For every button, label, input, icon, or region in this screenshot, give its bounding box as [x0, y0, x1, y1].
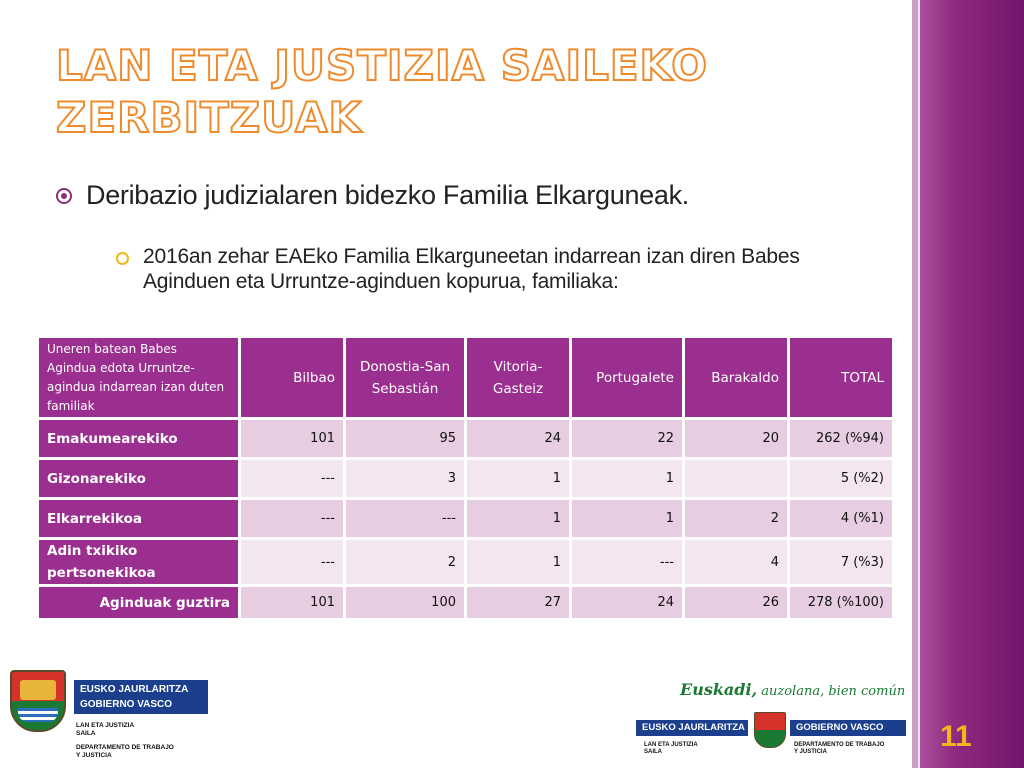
column-header-donostia: Donostia-San Sebastián — [345, 337, 466, 419]
slogan-main: Euskadi, — [680, 680, 758, 699]
column-header-barakaldo: Barakaldo — [684, 337, 789, 419]
department-es-line2: Y JUSTICIA — [76, 752, 112, 759]
department-es-line2: Y JUSTICIA — [794, 749, 827, 755]
column-header-total: TOTAL — [789, 337, 894, 419]
row-label: Aginduak guztira — [38, 586, 240, 620]
table-cell: 1 — [466, 459, 571, 499]
basque-government-logo-left — [10, 668, 210, 764]
column-header-vitoria: Vitoria-Gasteiz — [466, 337, 571, 419]
table-cell: 262 (%94) — [789, 419, 894, 459]
table-cell — [684, 459, 789, 499]
table-cell: 278 (%100) — [789, 586, 894, 620]
row-label: Adin txikiko pertsonekikoa — [38, 539, 240, 586]
table-cell: 27 — [466, 586, 571, 620]
main-bullet — [56, 180, 689, 211]
circle-bullet-icon — [56, 188, 72, 204]
side-decorative-band — [912, 0, 1024, 768]
orders-table — [36, 335, 895, 621]
table-cell: 4 (%1) — [789, 499, 894, 539]
sub-bullet-text: 2016an zehar EAEko Familia Elkarguneetan indarrean izan diren Babes Aginduen eta Urruntze-aginduen kopurua, familiaka: — [143, 245, 800, 293]
gov-name-eu: EUSKO JAURLARITZA — [80, 684, 189, 695]
gov-name-es: GOBIERNO VASCO — [80, 699, 173, 710]
gov-name-bar-es: GOBIERNO VASCO — [790, 720, 906, 736]
table-cell: 1 — [466, 499, 571, 539]
title-line-1: LAN ETA JUSTIZIA SAILEKO — [56, 41, 708, 90]
table-cell: --- — [240, 539, 345, 586]
slogan — [680, 680, 905, 699]
department-es-line1: DEPARTAMENTO DE TRABAJO — [794, 742, 885, 748]
column-header-portugalete: Portugalete — [571, 337, 684, 419]
department-name-es — [76, 744, 174, 760]
row-label: Emakumearekiko — [38, 419, 240, 459]
table-cell: 5 (%2) — [789, 459, 894, 499]
table-cell: 95 — [345, 419, 466, 459]
table-cell: --- — [240, 499, 345, 539]
table-total-row — [38, 586, 894, 620]
column-header-bilbao: Bilbao — [240, 337, 345, 419]
row-label: Elkarrekikoa — [38, 499, 240, 539]
table-cell: 3 — [345, 459, 466, 499]
department-eu-line1: LAN ETA JUSTIZIA — [76, 722, 135, 729]
government-name-box — [74, 680, 208, 714]
table-header-row — [38, 337, 894, 419]
table-cell: 7 (%3) — [789, 539, 894, 586]
table-cell: 26 — [684, 586, 789, 620]
main-bullet-text: Deribazio judizialaren bidezko Familia Elkarguneak. — [86, 180, 690, 210]
table-corner-header: Uneren batean Babes Agindua edota Urruntze-agindua indarrean izan duten familiak — [38, 337, 240, 419]
department-eu-line1: LAN ETA JUSTIZIA — [644, 742, 698, 748]
page-number: 11 — [940, 720, 972, 753]
table-cell: --- — [240, 459, 345, 499]
slide-title — [56, 40, 856, 144]
coat-of-arms-icon — [754, 712, 786, 748]
department-eu-line2: SAILA — [76, 730, 96, 737]
table-row — [38, 419, 894, 459]
table-cell: 4 — [684, 539, 789, 586]
table-cell: 2 — [345, 539, 466, 586]
table-cell: 2 — [684, 499, 789, 539]
gov-name-bar-eu: EUSKO JAURLARITZA — [636, 720, 748, 736]
table-cell: --- — [345, 499, 466, 539]
slogan-rest: auzolana, bien común — [757, 684, 906, 699]
ring-bullet-icon — [116, 252, 129, 265]
table-row — [38, 539, 894, 586]
table-cell: 24 — [466, 419, 571, 459]
department-eu-line2: SAILA — [644, 749, 662, 755]
table-row — [38, 459, 894, 499]
table-cell: 100 — [345, 586, 466, 620]
table-cell: 1 — [571, 499, 684, 539]
table-row — [38, 499, 894, 539]
department-name-eu — [76, 722, 134, 738]
table-cell: 22 — [571, 419, 684, 459]
table-cell: 24 — [571, 586, 684, 620]
table-cell: 20 — [684, 419, 789, 459]
department-name-es — [794, 742, 884, 756]
department-es-line1: DEPARTAMENTO DE TRABAJO — [76, 744, 174, 751]
sub-bullet — [116, 244, 876, 294]
coat-of-arms-icon — [10, 670, 66, 732]
table-cell: 101 — [240, 586, 345, 620]
basque-government-logo-right — [636, 676, 908, 764]
table-cell: 1 — [466, 539, 571, 586]
row-label: Gizonarekiko — [38, 459, 240, 499]
table-cell: 1 — [571, 459, 684, 499]
department-name-eu — [644, 742, 698, 756]
table-cell: 101 — [240, 419, 345, 459]
title-line-2: ZERBITZUAK — [56, 93, 363, 142]
table-cell: --- — [571, 539, 684, 586]
